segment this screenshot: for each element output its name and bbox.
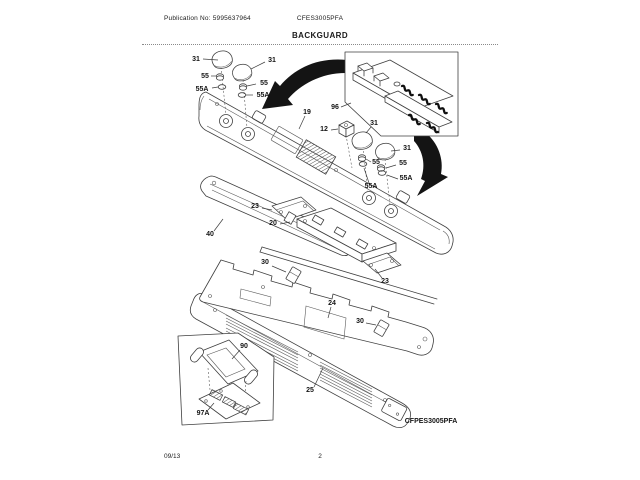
- callout-31: 31: [403, 145, 411, 152]
- model-number-header: CFES3005PFA: [296, 15, 344, 22]
- callout-leader-55A: [387, 175, 398, 179]
- callout-12: 12: [320, 126, 328, 133]
- footer-page-number: 2: [318, 453, 322, 460]
- callout-55A: 55A: [195, 86, 209, 93]
- callout-leader-31: [366, 127, 371, 133]
- callout-23: 23: [251, 203, 259, 210]
- section-title: BACKGUARD: [291, 31, 349, 40]
- callout-97A: 97A: [196, 410, 210, 417]
- callout-leader-55: [366, 159, 371, 162]
- callout-leader-30: [272, 266, 286, 272]
- callout-31: 31: [268, 57, 276, 64]
- publication-number: Publication No: 5995637964: [164, 15, 251, 22]
- callout-25: 25: [306, 387, 314, 394]
- callout-90: 90: [240, 343, 248, 350]
- callout-leader-55: [247, 84, 256, 86]
- callout-19: 19: [303, 109, 311, 116]
- callout-55A: 55A: [364, 183, 378, 190]
- callout-30: 30: [261, 259, 269, 266]
- callout-leader-55A: [212, 87, 218, 88]
- callout-23: 23: [381, 278, 389, 285]
- callout-55: 55: [201, 73, 209, 80]
- callout-31: 31: [192, 56, 200, 63]
- callout-40: 40: [206, 231, 214, 238]
- callout-leader-55: [386, 165, 396, 168]
- callout-55: 55: [399, 160, 407, 167]
- callout-24: 24: [328, 300, 336, 307]
- switch-12: [339, 121, 354, 137]
- callout-leader-12: [331, 129, 338, 130]
- footer-revision-date: 09/13: [164, 453, 181, 460]
- callout-leader-40: [214, 219, 223, 231]
- callout-55A: 55A: [399, 175, 413, 182]
- callout-55: 55: [372, 159, 380, 166]
- assembly-arrow-left: [262, 60, 349, 109]
- callout-leader-31: [251, 62, 265, 69]
- callout-55A: 55A: [256, 92, 270, 99]
- assembly-arrow-right: [414, 133, 448, 196]
- callout-31: 31: [370, 120, 378, 127]
- callout-96: 96: [331, 104, 339, 111]
- inset-box-switch-assembly: [345, 52, 458, 136]
- callout-20: 20: [269, 220, 277, 227]
- callout-30: 30: [356, 318, 364, 325]
- callout-leader-19: [299, 116, 305, 129]
- callout-55: 55: [260, 80, 268, 87]
- diagram-model-label: CFPES3005PFA: [404, 418, 458, 425]
